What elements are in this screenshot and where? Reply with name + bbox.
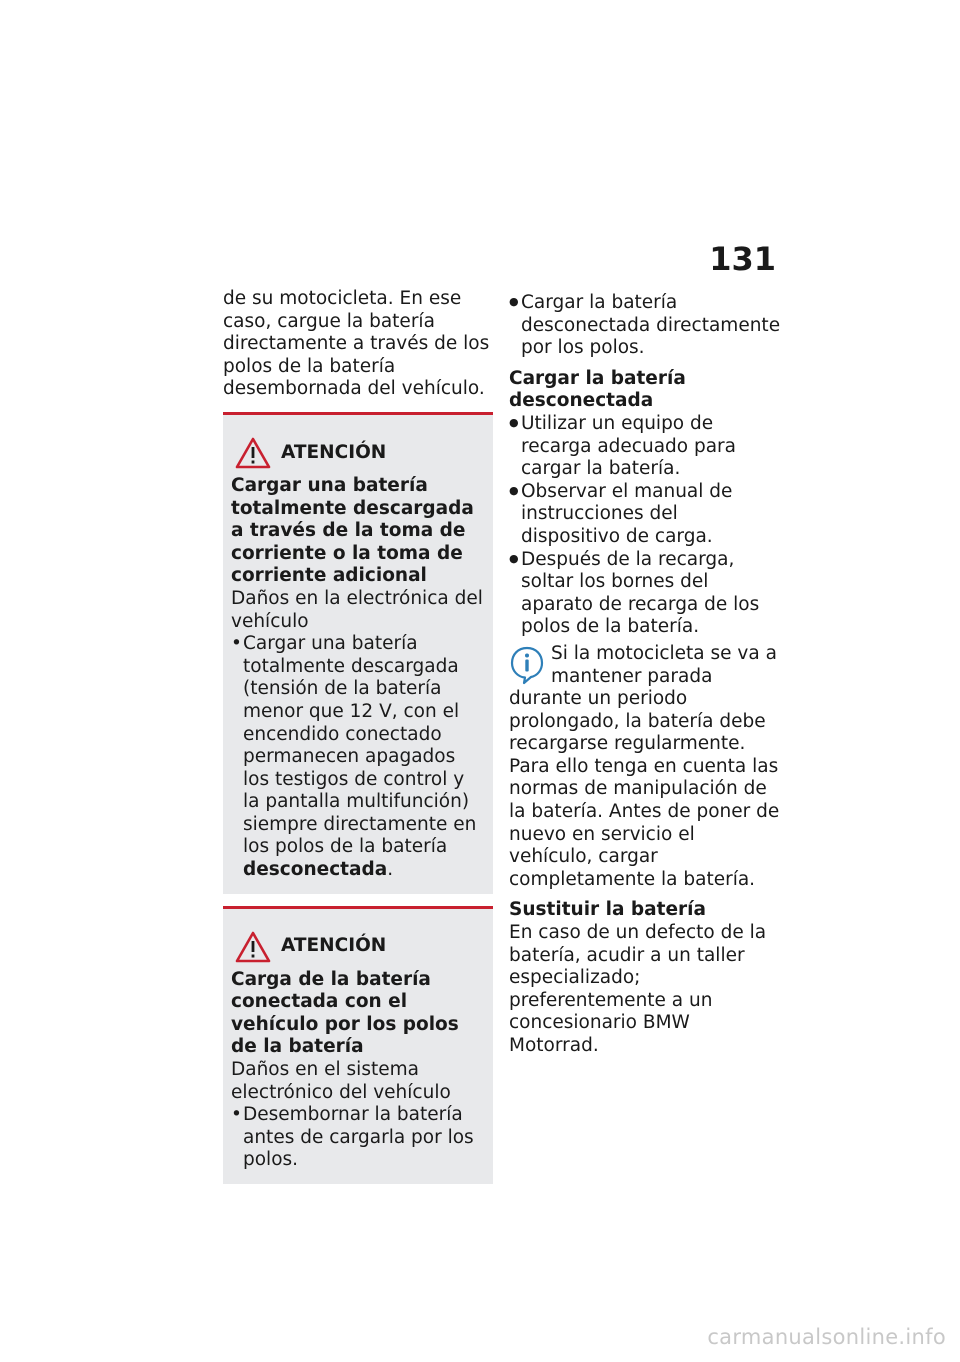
warning-header: [235, 929, 485, 965]
warning-heading: Cargar una batería totalmente descargada a través de la toma de corriente o la toma de corriente adicional: [231, 474, 474, 587]
info-note: [509, 643, 781, 892]
warning-header: [235, 435, 485, 471]
warning-consequence: Daños en el sistema electrónico del vehículo: [231, 1059, 451, 1103]
list-item: ● Después de la recarga, soltar los bornes del aparato de recarga de los polos de la batería.: [509, 549, 781, 639]
section-heading: Sustituir la batería: [509, 899, 706, 921]
list-item: ● Cargar la batería desconectada directamente por los polos.: [509, 292, 781, 360]
right-column: [509, 292, 781, 1058]
page-number: 131: [709, 240, 776, 278]
warning-bullets: [231, 1104, 485, 1172]
top-bullets: [509, 292, 781, 360]
warning-triangle-icon: [235, 436, 271, 470]
warning-box-1: [223, 412, 493, 894]
section-bullets: [509, 413, 781, 639]
list-item: • Desembornar la batería antes de cargarla por los polos.: [231, 1104, 485, 1172]
warning-heading: Carga de la batería conectada con el vehículo por los polos de la batería: [231, 968, 459, 1058]
warning-box-2: [223, 906, 493, 1184]
list-item: ● Observar el manual de instrucciones del dispositivo de carga.: [509, 481, 781, 549]
warning-triangle-icon: [235, 930, 271, 964]
warning-bullets: [231, 633, 485, 882]
section-heading: Cargar la batería desconectada: [509, 367, 686, 412]
section-text: En caso de un defecto de la batería, acudir a un taller especializado; preferentemente a un concesionario BMW Motorrad.: [509, 922, 767, 1056]
list-item: ● Utilizar un equipo de recarga adecuado para cargar la batería.: [509, 413, 781, 481]
intro-text: de su motocicleta. En ese caso, cargue la batería directamente a través de los polos de la batería desembornada del vehículo.: [223, 288, 490, 400]
warning-title: ATENCIÓN: [281, 935, 387, 957]
info-text: Si la motocicleta se va a mantener parada durante un periodo prolongado, la batería debe recargarse regularmente. Para ello tenga en cuenta las normas de manipulación de la batería. Antes de poner de nuevo en servicio el vehículo, cargar completamente la batería.: [509, 642, 780, 890]
warning-title: ATENCIÓN: [281, 441, 387, 463]
list-item: • Cargar una batería totalmente descargada (tensión de la batería menor que 12 V, con el encendido conectado permanecen apagados los testigos de control y la pantalla multifunción) siempre directamente en los polos de la batería desconectada.: [231, 633, 485, 882]
left-column: [223, 288, 493, 1184]
info-icon: [509, 645, 545, 685]
warning-consequence: Daños en la electrónica del vehículo: [231, 587, 483, 632]
watermark: carmanualsonline.info: [707, 1325, 946, 1349]
